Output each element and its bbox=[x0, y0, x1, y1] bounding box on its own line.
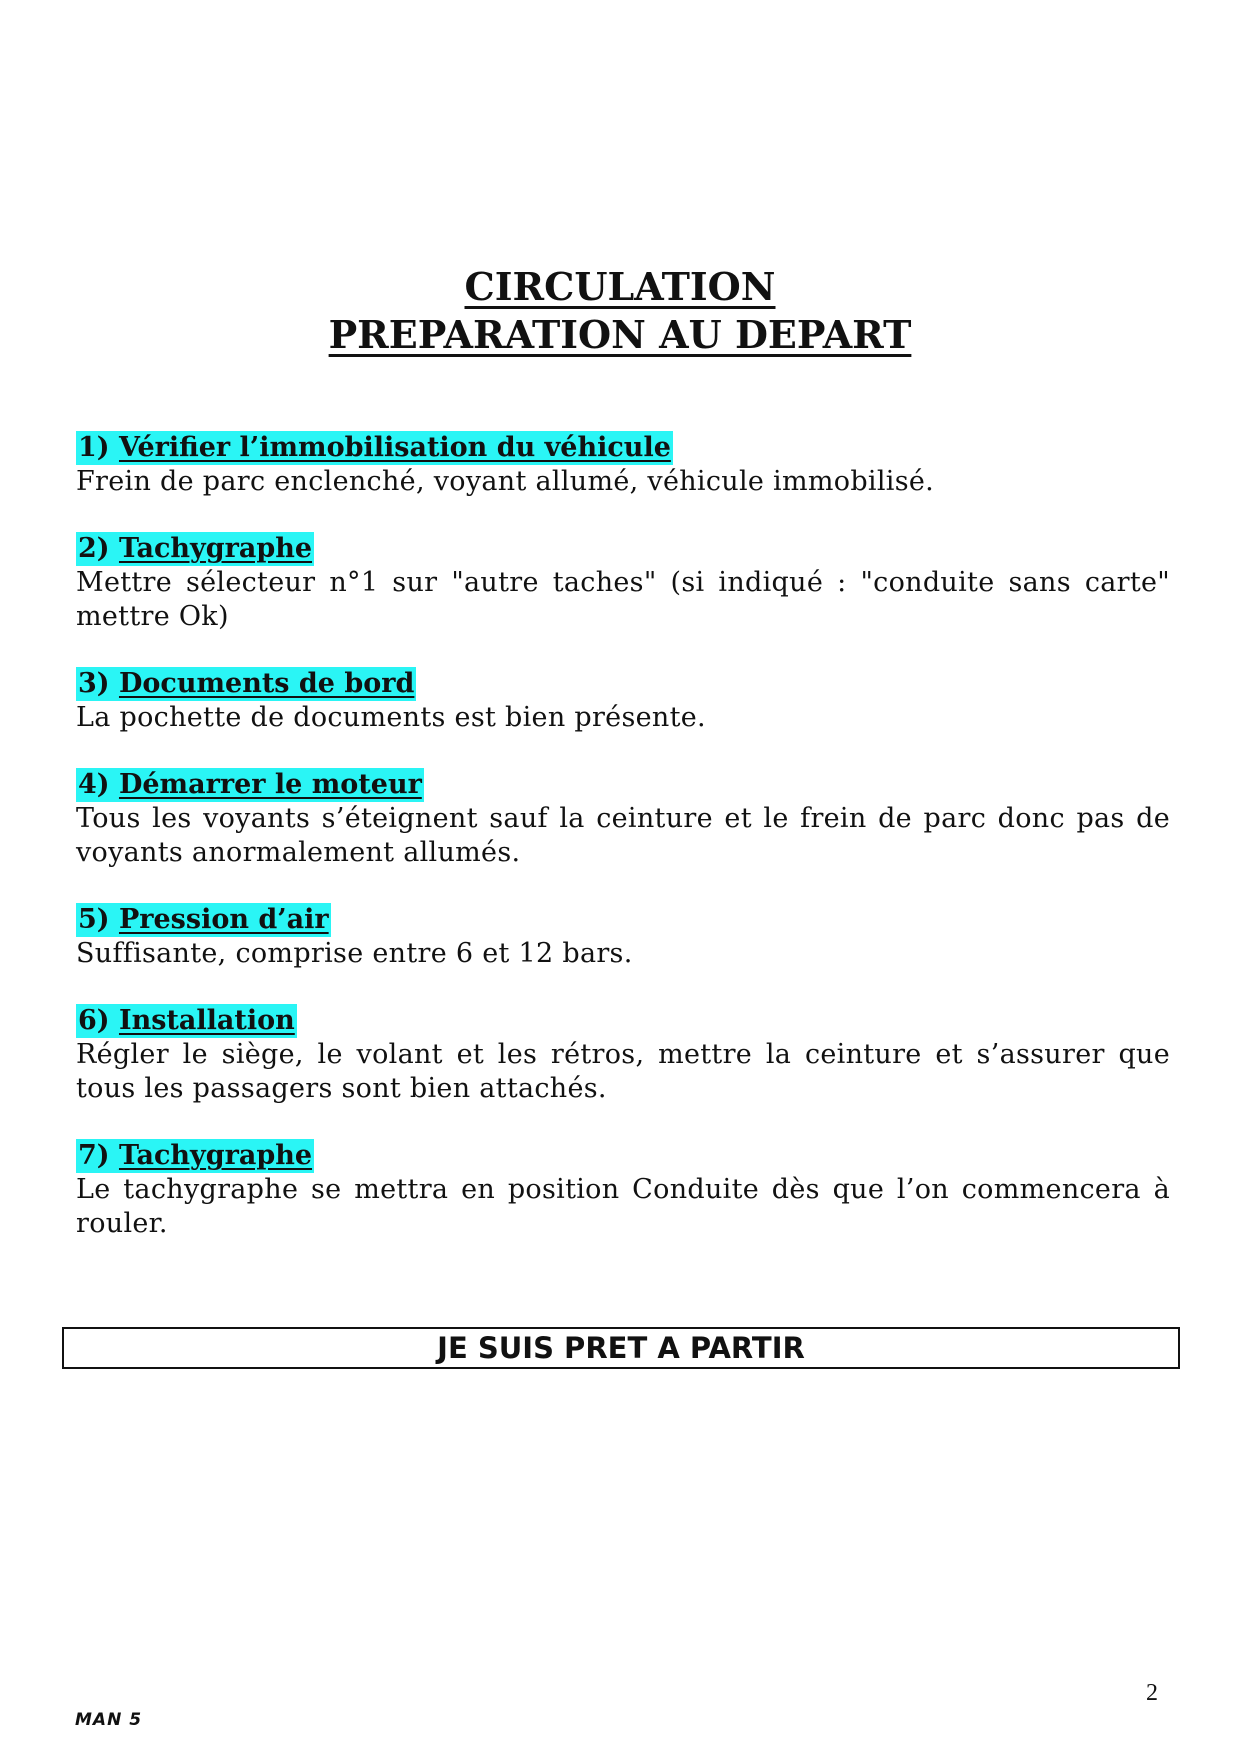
step-4 bbox=[76, 768, 1170, 870]
step-1 bbox=[76, 431, 1170, 499]
step-number: 3) bbox=[78, 668, 110, 699]
step-number: 7) bbox=[78, 1140, 110, 1171]
step-title: Installation bbox=[118, 1005, 295, 1036]
document-code: MAN 5 bbox=[75, 1710, 143, 1730]
step-body: La pochette de documents est bien présente. bbox=[76, 702, 706, 733]
step-title: Démarrer le moteur bbox=[118, 769, 422, 800]
step-heading bbox=[76, 903, 331, 937]
step-body: Suffisante, comprise entre 6 et 12 bars. bbox=[76, 938, 633, 969]
step-body: Le tachygraphe se mettra en position Conduite dès que l’on commencera à rouler. bbox=[76, 1174, 1170, 1239]
step-title: Documents de bord bbox=[118, 668, 415, 699]
step-6 bbox=[76, 1004, 1170, 1106]
step-7 bbox=[76, 1139, 1170, 1241]
step-number: 2) bbox=[78, 533, 110, 564]
ready-banner: JE SUIS PRET A PARTIR bbox=[62, 1327, 1180, 1369]
step-heading bbox=[76, 532, 314, 566]
step-body: Tous les voyants s’éteignent sauf la ceinture et le frein de parc donc pas de voyants anormalement allumés. bbox=[76, 803, 1170, 868]
step-body: Frein de parc enclenché, voyant allumé, véhicule immobilisé. bbox=[76, 466, 935, 497]
step-heading bbox=[76, 667, 416, 701]
steps-list bbox=[76, 431, 1170, 1274]
title-line-2: PREPARATION AU DEPART bbox=[328, 312, 912, 357]
step-2 bbox=[76, 532, 1170, 634]
step-heading bbox=[76, 1004, 297, 1038]
step-5 bbox=[76, 903, 1170, 971]
step-body: Régler le siège, le volant et les rétros, mettre la ceinture et s’assurer que tous les passagers sont bien attachés. bbox=[76, 1039, 1170, 1104]
page-number: 2 bbox=[1146, 1680, 1158, 1706]
page-title bbox=[0, 263, 1240, 359]
step-number: 1) bbox=[78, 432, 110, 463]
step-title: Tachygraphe bbox=[118, 1140, 313, 1171]
step-3 bbox=[76, 667, 1170, 735]
step-heading bbox=[76, 1139, 314, 1173]
step-number: 4) bbox=[78, 769, 110, 800]
step-title: Tachygraphe bbox=[118, 533, 313, 564]
step-number: 6) bbox=[78, 1005, 110, 1036]
title-line-1: CIRCULATION bbox=[464, 264, 776, 309]
step-heading bbox=[76, 768, 424, 802]
step-body: Mettre sélecteur n°1 sur "autre taches" (si indiqué : "conduite sans carte" mettre Ok) bbox=[76, 567, 1170, 632]
step-title: Vérifier l’immobilisation du véhicule bbox=[118, 432, 671, 463]
step-title: Pression d’air bbox=[118, 904, 329, 935]
step-number: 5) bbox=[78, 904, 110, 935]
step-heading bbox=[76, 431, 673, 465]
